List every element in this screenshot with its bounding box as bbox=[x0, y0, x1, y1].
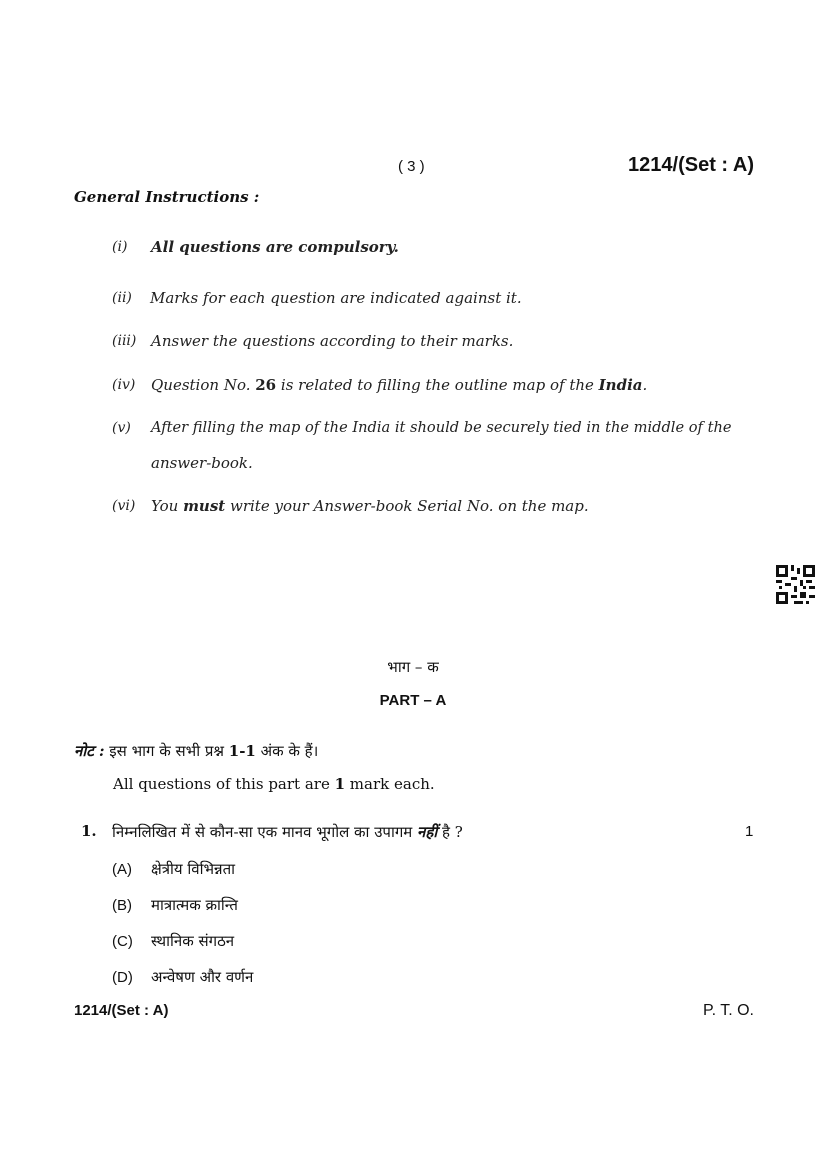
set-code-header: 1214/(Set : A) bbox=[628, 154, 754, 176]
note-text-part: All questions of this part are bbox=[113, 775, 335, 793]
instruction-text-part: is related to filling the outline map of the bbox=[276, 376, 599, 394]
instruction-number: (vi) bbox=[112, 498, 136, 514]
general-instructions-title: General Instructions : bbox=[74, 188, 260, 206]
part-title-hindi: भाग – क bbox=[387, 658, 439, 676]
note-text-part: mark each. bbox=[345, 775, 435, 793]
option-text: मात्रात्मक क्रान्ति bbox=[151, 896, 238, 914]
instruction-text: Answer the questions according to their marks. bbox=[151, 332, 514, 350]
note-hindi bbox=[74, 741, 318, 761]
option-label: (B) bbox=[112, 897, 132, 914]
page-number: ( 3 ) bbox=[398, 158, 425, 175]
note-text-part: इस भाग के सभी प्रश्न bbox=[104, 742, 229, 760]
instruction-number: (i) bbox=[112, 239, 128, 255]
instruction-text bbox=[151, 497, 589, 515]
option-text: क्षेत्रीय विभिन्नता bbox=[151, 860, 236, 878]
question-text-part: है ? bbox=[437, 823, 463, 841]
instruction-text-part: Question No. bbox=[151, 376, 256, 394]
instruction-text-part: write your Answer-book Serial No. on the map. bbox=[225, 497, 589, 515]
instruction-number: (iii) bbox=[112, 333, 137, 349]
must-emphasis: must bbox=[183, 497, 226, 515]
option-label: (C) bbox=[112, 933, 133, 950]
instruction-text: Marks for each question are indicated against it. bbox=[150, 289, 522, 307]
negation-emphasis: नहीं bbox=[417, 823, 438, 841]
question-number-emphasis: 26 bbox=[255, 376, 277, 394]
instruction-text: All questions are compulsory. bbox=[151, 238, 399, 256]
set-code-footer: 1214/(Set : A) bbox=[74, 1002, 169, 1019]
option-text: स्थानिक संगठन bbox=[151, 932, 235, 950]
question-marks: 1 bbox=[745, 823, 754, 840]
question-text-part: निम्नलिखित में से कौन-सा एक मानव भूगोल का उपागम bbox=[112, 823, 418, 841]
instruction-number: (iv) bbox=[112, 377, 136, 393]
question-number: 1. bbox=[81, 822, 97, 840]
option-text: अन्वेषण और वर्णन bbox=[151, 968, 254, 986]
question-text bbox=[112, 822, 463, 842]
instruction-text bbox=[151, 376, 647, 394]
option-label: (D) bbox=[112, 969, 133, 986]
option-label: (A) bbox=[112, 861, 132, 878]
instruction-number: (ii) bbox=[112, 290, 132, 306]
qr-code-icon bbox=[776, 565, 815, 604]
note-text-part: अंक के हैं। bbox=[255, 742, 319, 760]
note-label: नोट : bbox=[74, 742, 105, 760]
note-english bbox=[113, 775, 435, 793]
instruction-text-part: . bbox=[642, 376, 648, 394]
pto-label: P. T. O. bbox=[703, 1002, 754, 1019]
instruction-text: After filling the map of the India it should be securely tied in the middle of the bbox=[151, 419, 732, 436]
note-marks-emphasis: 1-1 bbox=[228, 742, 256, 760]
instruction-text-part: You bbox=[151, 497, 184, 515]
india-emphasis: India bbox=[598, 376, 643, 394]
instruction-text-continued: answer-book. bbox=[151, 454, 253, 472]
part-title: PART – A bbox=[379, 692, 447, 709]
note-marks-emphasis: 1 bbox=[334, 775, 346, 793]
instruction-number: (v) bbox=[112, 420, 131, 436]
